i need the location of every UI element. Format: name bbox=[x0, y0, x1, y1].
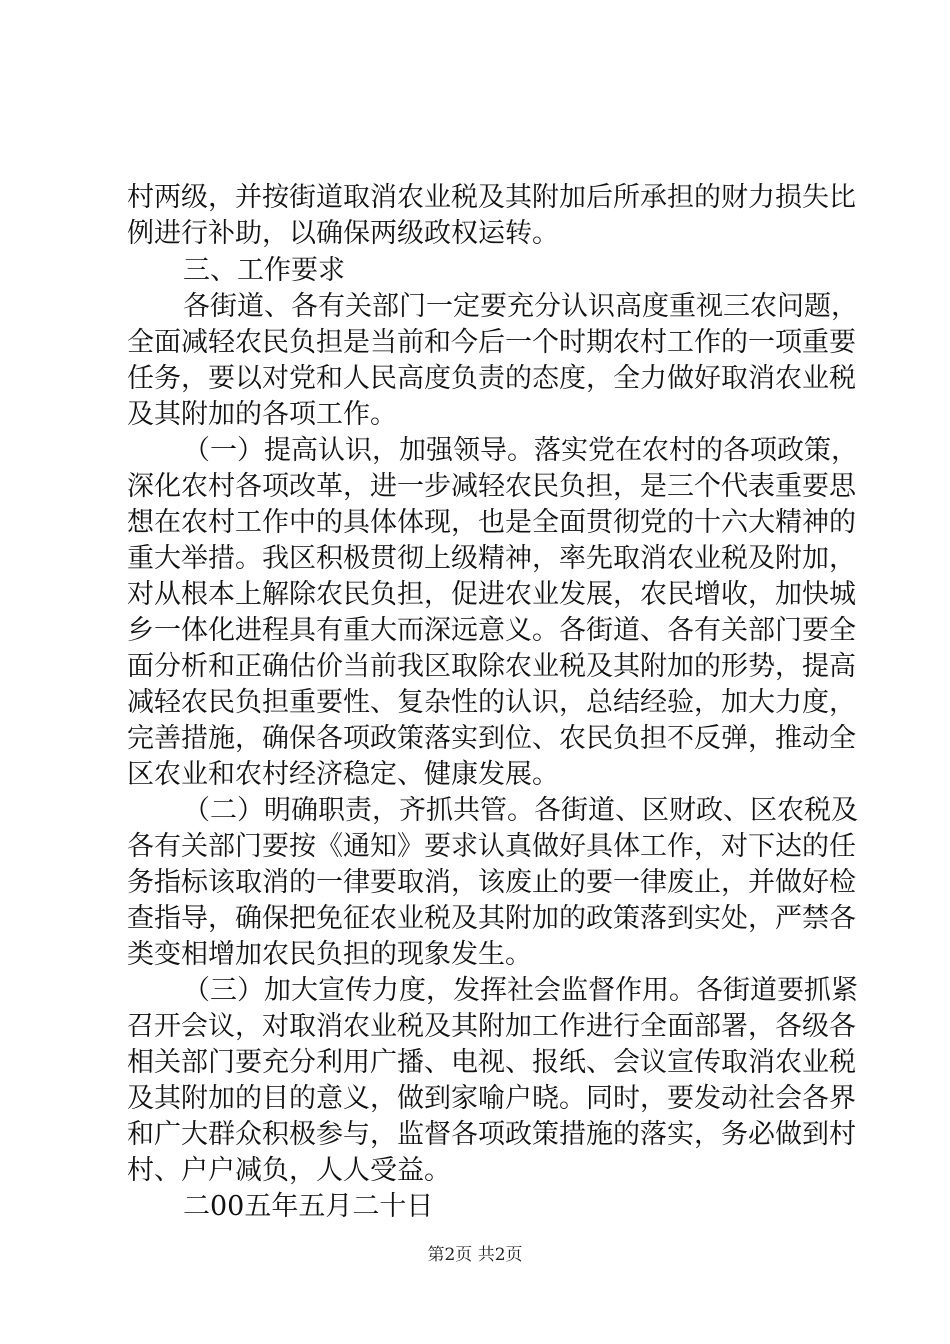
text-line: 村、户户减负，人人受益。 bbox=[127, 1155, 451, 1186]
text-line: （三）加大宣传力度，发挥社会监督作用。各街道要抓紧 bbox=[183, 975, 858, 1006]
page-number-footer: 第2页 共2页 bbox=[427, 1245, 523, 1265]
text-line: 召开会议，对取消农业税及其附加工作进行全面部署，各级各 bbox=[127, 1011, 856, 1042]
text-line: 及其附加的各项工作。 bbox=[127, 399, 397, 430]
text-line: 深化农村各项改革，进一步减轻农民负担，是三个代表重要思 bbox=[127, 471, 856, 502]
text-line: 减轻农民负担重要性、复杂性的认识，总结经验，加大力度， bbox=[127, 687, 856, 718]
text-line: 完善措施，确保各项政策落实到位、农民负担不反弹，推动全 bbox=[127, 723, 856, 754]
section-heading: 三、工作要求 bbox=[183, 255, 345, 286]
text-line: 相关部门要充分利用广播、电视、报纸、会议宣传取消农业税 bbox=[127, 1047, 856, 1078]
text-line: 例进行补助，以确保两级政权运转。 bbox=[127, 218, 559, 249]
text-line: （一）提高认识，加强领导。落实党在农村的各项政策， bbox=[183, 435, 858, 466]
text-line: 重大举措。我区积极贯彻上级精神，率先取消农业税及附加， bbox=[127, 543, 856, 574]
text-line: 查指导，确保把免征农业税及其附加的政策落到实处，严禁各 bbox=[127, 903, 856, 934]
text-line: 村两级，并按街道取消农业税及其附加后所承担的财力损失比 bbox=[127, 182, 856, 213]
text-line: （二）明确职责，齐抓共管。各街道、区财政、区农税及 bbox=[183, 795, 858, 826]
text-line: 对从根本上解除农民负担，促进农业发展，农民增收，加快城 bbox=[127, 579, 856, 610]
date-line: 二00五年五月二十日 bbox=[183, 1191, 434, 1222]
text-line: 区农业和农村经济稳定、健康发展。 bbox=[127, 759, 559, 790]
text-line: 任务，要以对党和人民高度负责的态度，全力做好取消农业税 bbox=[127, 363, 856, 394]
text-line: 面分析和正确估价当前我区取除农业税及其附加的形势，提高 bbox=[127, 651, 856, 682]
text-line: 想在农村工作中的具体体现，也是全面贯彻党的十六大精神的 bbox=[127, 507, 856, 538]
text-line: 务指标该取消的一律要取消，该废止的要一律废止，并做好检 bbox=[127, 867, 856, 898]
text-line: 类变相增加农民负担的现象发生。 bbox=[127, 939, 532, 970]
text-line: 和广大群众积极参与，监督各项政策措施的落实，务必做到村 bbox=[127, 1119, 856, 1150]
text-line: 全面减轻农民负担是当前和今后一个时期农村工作的一项重要 bbox=[127, 327, 856, 358]
text-line: 乡一体化进程具有重大而深远意义。各街道、各有关部门要全 bbox=[127, 615, 856, 646]
text-line: 各有关部门要按《通知》要求认真做好具体工作，对下达的任 bbox=[127, 831, 856, 862]
text-line: 各街道、各有关部门一定要充分认识高度重视三农问题， bbox=[183, 291, 858, 322]
text-line: 及其附加的目的意义，做到家喻户晓。同时，要发动社会各界 bbox=[127, 1083, 856, 1114]
